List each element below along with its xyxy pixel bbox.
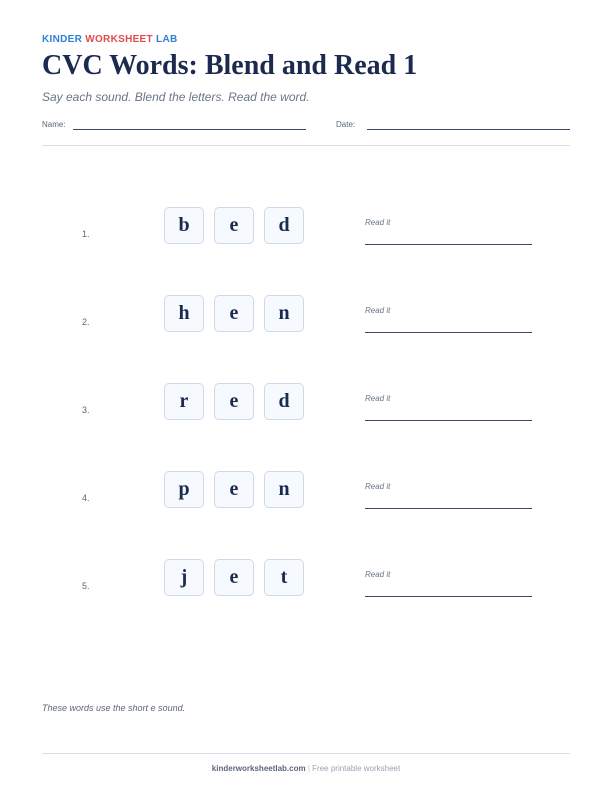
letter-tile: n <box>264 295 304 332</box>
word-number: 1. <box>82 229 90 239</box>
letter-tile: d <box>264 383 304 420</box>
footer <box>0 764 612 773</box>
letter-tile: h <box>164 295 204 332</box>
footnote: These words use the short e sound. <box>42 703 186 713</box>
letter-tile: e <box>214 383 254 420</box>
word-row <box>0 295 612 355</box>
read-it-label: Read it <box>365 482 391 491</box>
date-line[interactable] <box>367 129 570 130</box>
word-row <box>0 471 612 531</box>
footer-divider <box>42 753 570 754</box>
word-number: 4. <box>82 493 90 503</box>
letter-tile: j <box>164 559 204 596</box>
letter-tile: n <box>264 471 304 508</box>
word-row <box>0 383 612 443</box>
letter-tile: e <box>214 207 254 244</box>
footer-tagline: Free printable worksheet <box>312 764 401 773</box>
letter-tile: d <box>264 207 304 244</box>
brand-part-worksheet: WORKSHEET <box>85 34 153 45</box>
word-number: 2. <box>82 317 90 327</box>
letter-tile: t <box>264 559 304 596</box>
name-line[interactable] <box>73 129 306 130</box>
word-number: 3. <box>82 405 90 415</box>
word-row <box>0 559 612 619</box>
brand-part-kinder: KINDER <box>42 34 83 45</box>
word-row <box>0 207 612 267</box>
letter-tile: e <box>214 559 254 596</box>
letter-tile: e <box>214 295 254 332</box>
brand-part-lab: LAB <box>156 34 178 45</box>
footer-site-link[interactable]: kinderworksheetlab.com <box>211 764 306 773</box>
read-it-line[interactable] <box>365 596 532 597</box>
read-it-line[interactable] <box>365 508 532 509</box>
read-it-line[interactable] <box>365 332 532 333</box>
instructions: Say each sound. Blend the letters. Read the word. <box>42 90 310 104</box>
name-label: Name: <box>42 120 66 129</box>
brand-logo <box>42 34 177 45</box>
read-it-label: Read it <box>365 218 391 227</box>
page-title: CVC Words: Blend and Read 1 <box>42 50 418 81</box>
read-it-label: Read it <box>365 306 391 315</box>
read-it-label: Read it <box>365 570 391 579</box>
read-it-line[interactable] <box>365 244 532 245</box>
footer-separator: | <box>307 764 310 773</box>
read-it-line[interactable] <box>365 420 532 421</box>
letter-tile: b <box>164 207 204 244</box>
letter-tile: r <box>164 383 204 420</box>
word-number: 5. <box>82 581 90 591</box>
date-label: Date: <box>336 120 356 129</box>
header-divider <box>42 145 570 146</box>
letter-tile: e <box>214 471 254 508</box>
read-it-label: Read it <box>365 394 391 403</box>
letter-tile: p <box>164 471 204 508</box>
